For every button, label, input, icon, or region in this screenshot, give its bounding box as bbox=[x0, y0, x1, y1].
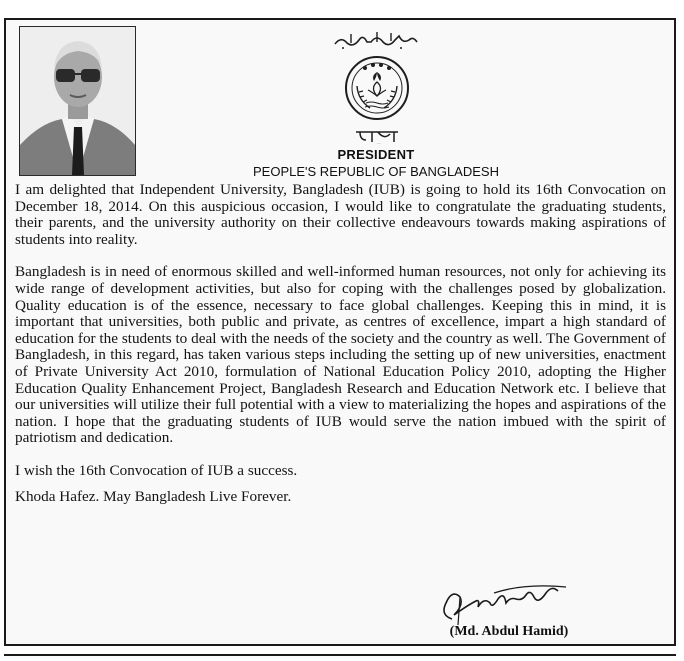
handwritten-signature bbox=[434, 575, 574, 627]
message-body bbox=[15, 182, 666, 505]
president-portrait bbox=[19, 26, 136, 176]
seal-text: বাংলাদেশ bbox=[377, 144, 381, 145]
bismillah-calligraphy bbox=[331, 28, 421, 52]
message-paragraph: I am delighted that Independent University, Bangladesh (IUB) is going to hold its 16th Convocation on December 18, 2014. On this auspicious occasion, I would like to congratulate the graduating students, their parents, and the university authority on their collective endeavours towards making aspirations of students into reality. bbox=[15, 181, 666, 248]
government-seal bbox=[344, 54, 410, 146]
letterhead bbox=[216, 26, 536, 184]
bottom-divider bbox=[4, 654, 676, 656]
page-title: PRESIDENT bbox=[337, 147, 415, 162]
signatory-name: (Md. Abdul Hamid) bbox=[449, 624, 569, 639]
message-paragraph: Khoda Hafez. May Bangladesh Live Forever. bbox=[15, 487, 292, 505]
message-paragraph: I wish the 16th Convocation of IUB a success. bbox=[15, 461, 298, 479]
page-subtitle: PEOPLE'S REPUBLIC OF BANGLADESH bbox=[253, 164, 499, 179]
message-paragraph: Bangladesh is in need of enormous skilled and well-informed human resources, not only for achieving its wide range of development activities, but also for coping with the challenges posed by globalization. Quality education is of the essence, necessary to face global challenges. Keeping this in mind, it is important that universities, both public and private, as centres of excellence, impart a high standard of education for the students to deal with the needs of the society and the country as well. The Government of Bangladesh, in this regard, has taken various steps including the setting up of new universities, enactment of Private University Act 2010, formulation of National Education Policy 2010, adopting the Higher Education Quality Enhancement Project, Bangladesh Research and Education Network etc. I believe that our universities will utilize their full potential with a view to materializing the hopes and aspirations of the nation. I hope that the graduating students of IUB would serve the nation imbued with the spirit of patriotism and dedication. bbox=[15, 263, 666, 447]
message-frame bbox=[4, 18, 676, 646]
